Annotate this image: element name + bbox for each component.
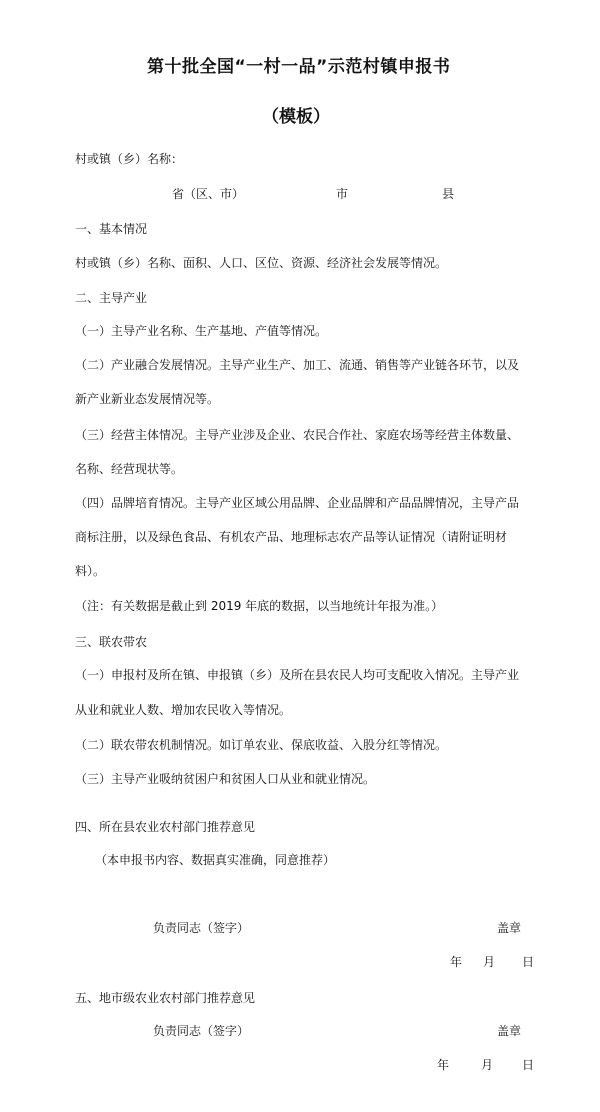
section-4-year-label: 年 (450, 955, 463, 969)
section-2-item-4-line-3: 料）。 (75, 564, 106, 578)
document-subtitle: （模板） (262, 107, 330, 127)
section-3-item-2: （二）联农带农机制情况。如订单农业、保底收益、入股分红等情况。 (75, 738, 448, 752)
city-label: 市 (336, 187, 349, 201)
section-3-item-1-line-1: （一）申报村及所在镇、申报镇（乡）及所在县农民人均可支配收入情况。主导产业 (75, 668, 520, 682)
section-4-heading: 四、所在县农业农村部门推荐意见 (75, 820, 256, 834)
section-3-item-3: （三）主导产业吸纳贫困户和贫困人口从业和就业情况。 (75, 772, 376, 786)
section-2-item-2-line-2: 新产业新业态发展情况等。 (75, 392, 220, 406)
section-5-month-label: 月 (481, 1058, 494, 1072)
village-name-label: 村或镇（乡）名称： (75, 152, 184, 166)
section-3-heading: 三、联农带农 (75, 635, 148, 649)
section-4-signer-label: 负责同志（签字） (153, 921, 250, 935)
section-2-note: （注：有关数据是截止到 2019 年底的数据，以当地统计年报为准。） (75, 599, 444, 613)
province-label: 省（区、市） (172, 187, 245, 201)
section-4-seal-label: 盖章 (497, 921, 522, 935)
section-2-item-3-line-1: （三）经营主体情况。主导产业涉及企业、农民合作社、家庭农场等经营主体数量、 (75, 428, 520, 442)
section-1-heading: 一、基本情况 (75, 222, 148, 236)
section-4-statement: （本申报书内容、数据真实准确，同意推荐） (95, 853, 336, 867)
section-1-body: 村或镇（乡）名称、面积、人口、区位、资源、经济社会发展等情况。 (75, 256, 448, 270)
county-label: 县 (442, 187, 455, 201)
section-2-item-4-line-1: （四）品牌培育情况。主导产业区域公用品牌、企业品牌和产品品牌情况，主导产品 (75, 496, 520, 510)
section-4-day-label: 日 (522, 955, 535, 969)
section-5-heading: 五、地市级农业农村部门推荐意见 (75, 991, 256, 1005)
section-2-heading: 二、主导产业 (75, 291, 148, 305)
section-4-month-label: 月 (483, 955, 496, 969)
document-title: 第十批全国“一村一品”示范村镇申报书 (147, 57, 451, 77)
section-2-item-2-line-1: （二）产业融合发展情况。主导产业生产、加工、流通、销售等产业链各环节，以及 (75, 358, 520, 372)
section-2-item-3-line-2: 名称、经营现状等。 (75, 462, 184, 476)
section-2-item-4-line-2: 商标注册，以及绿色食品、有机农产品、地理标志农产品等认证情况（请附证明材 (75, 530, 508, 544)
section-3-item-1-line-2: 从业和就业人数、增加农民收入等情况。 (75, 703, 292, 717)
section-5-seal-label: 盖章 (497, 1024, 522, 1038)
section-5-signer-label: 负责同志（签字） (153, 1024, 250, 1038)
section-2-item-1: （一）主导产业名称、生产基地、产值等情况。 (75, 324, 328, 338)
section-5-year-label: 年 (437, 1058, 450, 1072)
section-5-day-label: 日 (522, 1058, 535, 1072)
